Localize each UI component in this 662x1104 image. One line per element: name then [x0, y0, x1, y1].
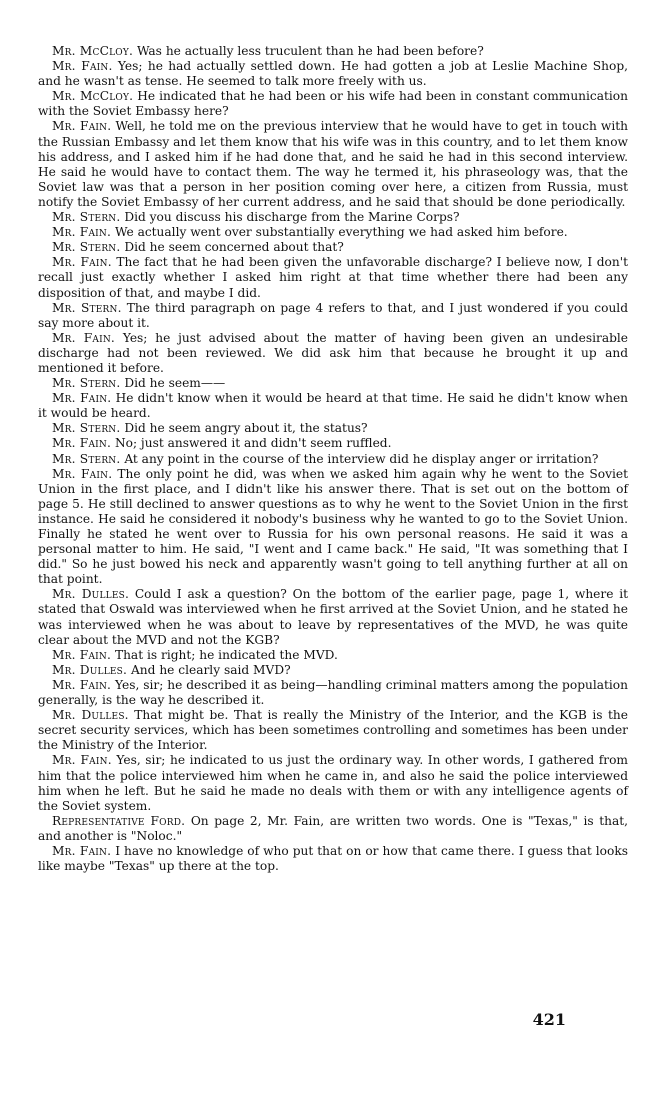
- speaker-label: Mr. McCloy.: [52, 89, 134, 104]
- speaker-label: Mr. Fain.: [52, 119, 112, 134]
- speaker-label: Representative Ford.: [52, 813, 186, 828]
- paragraph-text: Was he actually less truculent than he had been before?: [136, 44, 484, 58]
- paragraph-text: The fact that he had been given the unfavorable discharge? I believe now, I don't recall just exactly whether I asked him right at that time whether there had been any disposition of that, and maybe I did.: [38, 255, 628, 300]
- paragraph-text: No; just answered it and didn't seem ruffled.: [114, 436, 392, 451]
- paragraph: [38, 301, 628, 331]
- paragraph-text: Did he seem concerned about that?: [124, 240, 344, 255]
- speaker-label: Mr. Dulles.: [52, 662, 128, 677]
- paragraph-text: The third paragraph on page 4 refers to that, and I just wondered if you could say more about it.: [38, 300, 629, 330]
- paragraph-text: He indicated that he had been or his wife had been in constant communication with the Soviet Embassy here?: [38, 89, 628, 119]
- speaker-label: Mr. Fain.: [52, 466, 113, 481]
- paragraph: [38, 708, 628, 753]
- speaker-label: Mr. Stern.: [52, 451, 121, 466]
- paragraph: [38, 44, 628, 59]
- paragraph-text: Well, he told me on the previous interview that he would have to get in touch with the Russian Embassy and let them know that his wife was in this country, and to let them know his address, and I asked him if he had done that, and he said he had in this second interview. He said he would have to contact them. The way he termed it, his phraseology was, that the Soviet law was that a person in her position coming over here, a citizen from Russia, must notify the Soviet Embassy of her current address, and he said that should be done periodically.: [38, 119, 628, 209]
- speaker-label: Mr. Fain.: [52, 225, 112, 240]
- paragraph: [38, 331, 628, 376]
- paragraph-text: Yes; he had actually settled down. He had gotten a job at Leslie Machine Shop, and he wasn't as tense. He seemed to talk more freely with us.: [38, 59, 628, 89]
- paragraph-text: Could I ask a question? On the bottom of the earlier page, page 1, where it stated that Oswald was interviewed when he first arrived at the Soviet Union, and he stated he was interviewed when he was about to leave by representatives of the MVD, he was quite clear about the MVD and not the KGB?: [38, 587, 629, 647]
- paragraph-text: The only point he did, was when we asked him again why he went to the Soviet Union in the first place, and I didn't like his answer there. That is set out on the bottom of page 5. He still declined to answer questions as to why he went to the Soviet Union in the first instance. He said he considered it nobody's business why he wanted to go to the Soviet Union. Finally he stated he went over to Russia for his own personal reasons. He said it was a personal matter to him. He said, "I went and I came back." He said, "It was something that I did." So he just bowed his neck and apparently wasn't going to tell anything further at all on that point.: [38, 466, 628, 587]
- speaker-label: Mr. Stern.: [52, 421, 121, 436]
- speaker-label: Mr. Fain.: [52, 677, 112, 692]
- speaker-label: Mr. Stern.: [52, 240, 121, 255]
- speaker-label: Mr. Dulles.: [52, 587, 130, 602]
- paragraph-text: Did he seem angry about it, the status?: [124, 421, 368, 436]
- speaker-label: Mr. Fain.: [52, 330, 116, 345]
- paragraph-text: That might be. That is really the Ministry of the Interior, and the KGB is the secret security services, which has been sometimes controlling and sometimes has been under the Ministry of the Interior.: [38, 708, 628, 753]
- transcript-page: [38, 44, 628, 874]
- speaker-label: Mr. Fain.: [52, 391, 112, 406]
- paragraph-text: Yes, sir; he described it as being—handling criminal matters among the population generally, is the way he described it.: [38, 677, 628, 708]
- paragraph-text: Did you discuss his discharge from the Marine Corps?: [124, 210, 460, 225]
- speaker-label: Mr. Fain.: [52, 753, 112, 768]
- paragraph: [38, 391, 628, 421]
- speaker-label: Mr. Stern.: [52, 210, 121, 225]
- paragraph: [38, 467, 628, 588]
- paragraph: [38, 587, 628, 647]
- paragraph-text: At any point in the course of the interview did he display anger or irritation?: [124, 451, 599, 466]
- speaker-label: Mr. McCloy.: [52, 44, 134, 58]
- speaker-label: Mr. Stern.: [52, 376, 121, 391]
- paragraph: [38, 421, 628, 436]
- speaker-label: Mr. Fain.: [52, 255, 112, 270]
- paragraph-text: He didn't know when it would be heard at that time. He said he didn't know when it would be heard.: [38, 391, 628, 421]
- paragraph: [38, 452, 628, 467]
- page-number: 421: [532, 1010, 566, 1029]
- paragraph: [38, 255, 628, 300]
- paragraph-text: I have no knowledge of who put that on or how that came there. I guess that looks like maybe "Texas" up there at the top.: [38, 843, 628, 874]
- paragraph: [38, 240, 628, 255]
- paragraph-text: Did he seem——: [124, 376, 226, 391]
- paragraph: [38, 225, 628, 240]
- paragraph: [38, 436, 628, 451]
- speaker-label: Mr. Stern.: [52, 300, 122, 315]
- paragraph-text: On page 2, Mr. Fain, are written two words. One is "Texas," is that, and another is "Noloc.": [38, 813, 629, 843]
- paragraph: [38, 648, 628, 663]
- speaker-label: Mr. Fain.: [52, 59, 113, 74]
- paragraph: [38, 844, 628, 874]
- paragraph: [38, 753, 628, 813]
- speaker-label: Mr. Fain.: [52, 647, 112, 662]
- paragraph-text: Yes, sir; he indicated to us just the ordinary way. In other words, I gathered from him that the police interviewed him when he came in, and also he said the police interviewed him when he left. But he said he made no deals with them or with any intelligence agents of the Soviet system.: [38, 753, 628, 813]
- speaker-label: Mr. Fain.: [52, 843, 112, 858]
- paragraph: [38, 210, 628, 225]
- paragraph: [38, 678, 628, 708]
- paragraph-text: That is right; he indicated the MVD.: [114, 647, 338, 662]
- paragraph: [38, 89, 628, 119]
- paragraph: [38, 376, 628, 391]
- paragraph-text: Yes; he just advised about the matter of having been given an undesirable discharge had not been reviewed. We did ask him that because he brought it up and mentioned it before.: [38, 330, 629, 375]
- paragraph: [38, 119, 628, 210]
- paragraph: [38, 663, 628, 678]
- paragraph-text: We actually went over substantially everything we had asked him before.: [114, 225, 568, 240]
- paragraph-text: And he clearly said MVD?: [131, 662, 291, 677]
- paragraph: [38, 59, 628, 89]
- speaker-label: Mr. Fain.: [52, 436, 112, 451]
- paragraph: [38, 814, 628, 844]
- speaker-label: Mr. Dulles.: [52, 708, 129, 723]
